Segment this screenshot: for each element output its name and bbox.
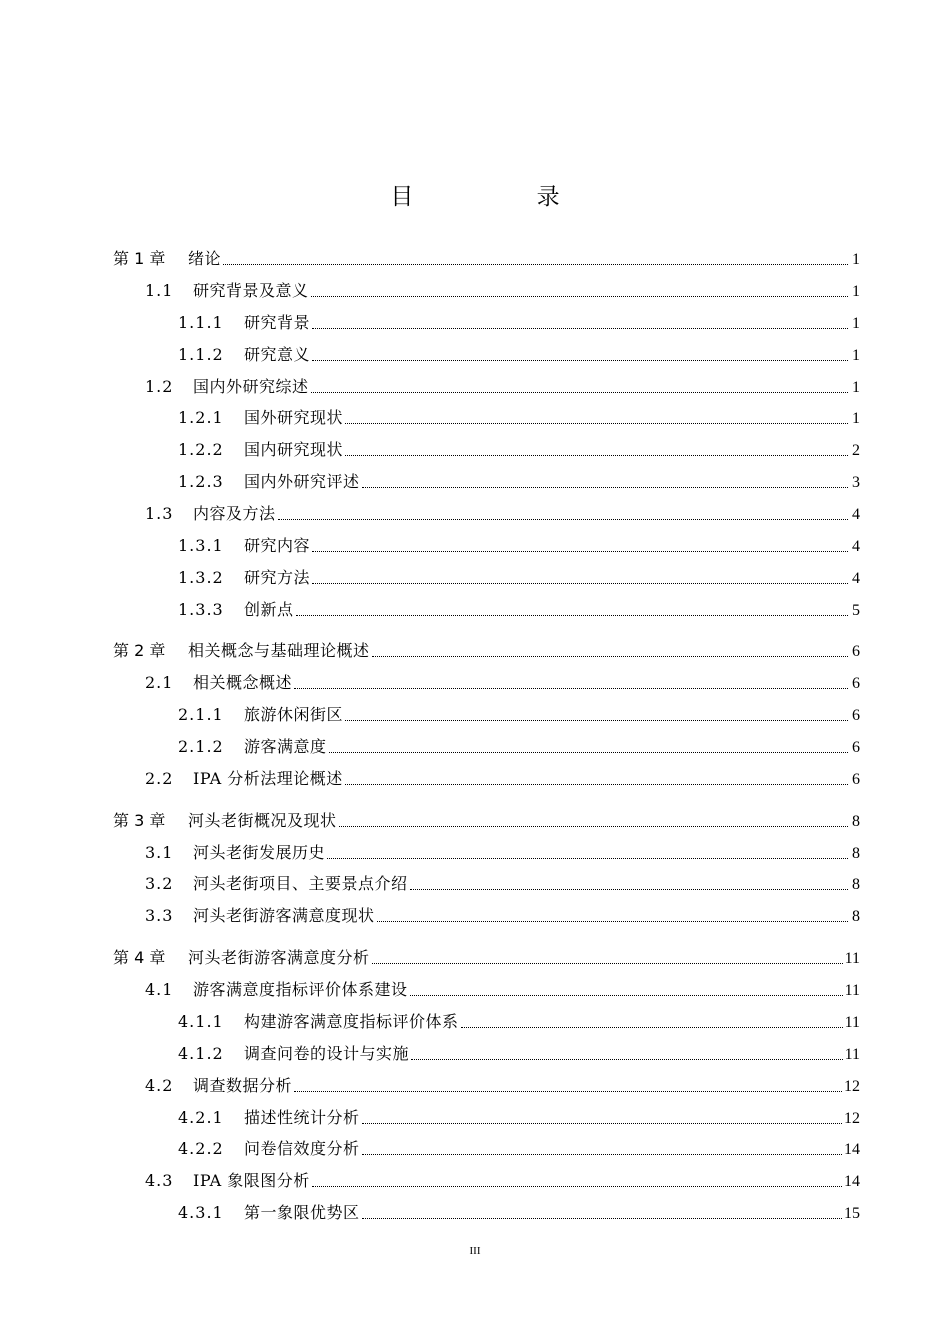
toc-entry-title: 研究意义 (244, 345, 311, 364)
toc-entry-page: 5 (852, 602, 860, 619)
dot-leader (294, 687, 848, 689)
toc-entry[interactable] (178, 1042, 860, 1066)
toc-entry[interactable] (145, 841, 860, 865)
toc-entry-title: 河头老街发展历史 (193, 843, 326, 862)
dot-leader (312, 327, 848, 329)
toc-entry[interactable] (178, 343, 860, 367)
toc-entry[interactable] (145, 279, 860, 303)
dot-leader (411, 1058, 843, 1060)
toc-entry-number: 第 1 章 (113, 249, 166, 268)
toc-entry-title: 国外研究现状 (244, 408, 344, 427)
toc-entry-title: 内容及方法 (193, 504, 276, 523)
toc-entry-number: 第 4 章 (113, 948, 166, 967)
toc-entry[interactable] (178, 1010, 860, 1034)
toc-entry-number: 1.2.3 (178, 472, 224, 491)
toc-entry[interactable] (145, 872, 860, 896)
toc-entry-number: 4.2.2 (178, 1139, 224, 1158)
toc-entry-number: 4.3 (145, 1171, 174, 1190)
dot-leader (362, 486, 848, 488)
toc-entry-title: 相关概念概述 (193, 673, 293, 692)
dot-leader (312, 582, 848, 584)
toc-entry[interactable] (113, 809, 860, 833)
toc-entry-title: 河头老街游客满意度分析 (188, 948, 370, 967)
toc-entry[interactable] (178, 438, 860, 462)
toc-entry-number: 1.3.1 (178, 536, 224, 555)
toc-entry[interactable] (145, 375, 860, 399)
toc-entry-number: 第 3 章 (113, 811, 166, 830)
toc-entry-number: 2.1.2 (178, 737, 224, 756)
dot-leader (345, 422, 848, 424)
toc-entry[interactable] (178, 1137, 860, 1161)
toc-entry-page: 11 (844, 982, 860, 999)
toc-entry-page: 6 (852, 739, 860, 756)
dot-leader (312, 1185, 842, 1187)
toc-entry-number: 4.1.1 (178, 1012, 224, 1031)
toc-entry-title: 研究背景 (244, 313, 311, 332)
toc-entry-number: 1.3.2 (178, 568, 224, 587)
toc-entry-page: 8 (852, 876, 860, 893)
toc-entry-title: 调查问卷的设计与实施 (244, 1044, 410, 1063)
dot-leader (410, 888, 848, 890)
toc-entry-page: 2 (852, 442, 860, 459)
toc-entry[interactable] (178, 598, 860, 622)
toc-entry-title: IPA 分析法理论概述 (193, 769, 343, 788)
toc-entry-page: 4 (852, 506, 860, 523)
dot-leader (311, 295, 848, 297)
toc-entry-number: 1.3 (145, 504, 174, 523)
toc-entry[interactable] (145, 502, 860, 526)
dot-leader (339, 825, 848, 827)
toc-entry-page: 4 (852, 538, 860, 555)
toc-entry-title: 研究方法 (244, 568, 311, 587)
toc-entry-number: 2.2 (145, 769, 174, 788)
toc-entry-page: 8 (852, 845, 860, 862)
toc-entry-number: 1.1.1 (178, 313, 224, 332)
toc-entry-page: 11 (844, 950, 860, 967)
toc-entry-number: 4.2 (145, 1076, 174, 1095)
toc-entry-title: 河头老街项目、主要景点介绍 (193, 874, 408, 893)
dot-leader (372, 655, 848, 657)
toc-entry-page: 1 (852, 347, 860, 364)
toc-entry-page: 1 (852, 315, 860, 332)
toc-entry[interactable] (178, 406, 860, 430)
toc-entry-title: 调查数据分析 (193, 1076, 293, 1095)
toc-entry-number: 1.1 (145, 281, 174, 300)
dot-leader (377, 920, 848, 922)
toc-entry-title: 国内外研究评述 (244, 472, 360, 491)
toc-entry-number: 4.2.1 (178, 1108, 224, 1127)
toc-entry-page: 14 (844, 1141, 860, 1158)
toc-entry-number: 4.1 (145, 980, 174, 999)
toc-entry-title: 研究内容 (244, 536, 311, 555)
toc-entry[interactable] (145, 767, 860, 791)
toc-entry[interactable] (178, 1201, 860, 1225)
toc-entry-title: 研究背景及意义 (193, 281, 309, 300)
toc-entry[interactable] (113, 946, 860, 970)
toc-entry-title: 问卷信效度分析 (244, 1139, 360, 1158)
toc-entry-page: 6 (852, 643, 860, 660)
toc-entry[interactable] (145, 904, 860, 928)
toc-entry-title: 河头老街游客满意度现状 (193, 906, 375, 925)
toc-entry-page: 15 (844, 1205, 860, 1222)
toc-entry[interactable] (178, 703, 860, 727)
toc-entry-title: 描述性统计分析 (244, 1108, 360, 1127)
toc-entry-page: 6 (852, 707, 860, 724)
toc-entry-title: 游客满意度指标评价体系建设 (193, 980, 408, 999)
dot-leader (410, 994, 843, 996)
toc-entry[interactable] (178, 470, 860, 494)
toc-entry-title: 构建游客满意度指标评价体系 (244, 1012, 459, 1031)
toc-entry-page: 12 (844, 1078, 860, 1095)
dot-leader (329, 751, 848, 753)
toc-entry-number: 1.3.3 (178, 600, 224, 619)
toc-entry[interactable] (178, 534, 860, 558)
toc-entry-title: 相关概念与基础理论概述 (188, 641, 370, 660)
toc-entry-page: 14 (844, 1173, 860, 1190)
toc-entry-page: 4 (852, 570, 860, 587)
dot-leader (296, 614, 848, 616)
toc-entry-number: 3.2 (145, 874, 174, 893)
toc-entry[interactable] (145, 1169, 860, 1193)
dot-leader (372, 962, 843, 964)
page-number-footer: III (469, 1245, 481, 1257)
toc-entry-title: 游客满意度 (244, 737, 327, 756)
dot-leader (345, 454, 848, 456)
toc-entry[interactable] (145, 978, 860, 1002)
toc-entry-page: 1 (852, 283, 860, 300)
toc-entry-page: 1 (852, 410, 860, 427)
toc-entry-number: 3.3 (145, 906, 174, 925)
dot-leader (362, 1217, 842, 1219)
toc-entry-number: 1.2.2 (178, 440, 224, 459)
toc-entry-title: 第一象限优势区 (244, 1203, 360, 1222)
toc-entry-page: 6 (852, 675, 860, 692)
toc-entry-title: 创新点 (244, 600, 294, 619)
toc-entry-page: 11 (844, 1046, 860, 1063)
toc-entry[interactable] (178, 566, 860, 590)
toc-entry-title: 绪论 (188, 249, 222, 268)
toc-entry-number: 2.1.1 (178, 705, 224, 724)
toc-entry[interactable] (145, 1074, 860, 1098)
dot-leader (345, 783, 848, 785)
toc-entry-number: 2.1 (145, 673, 174, 692)
toc-entry-title: 旅游休闲街区 (244, 705, 344, 724)
toc-entry-number: 第 2 章 (113, 641, 166, 660)
toc-entry[interactable] (113, 247, 860, 271)
toc-entry[interactable] (113, 639, 860, 663)
toc-entry-title: IPA 象限图分析 (193, 1171, 310, 1190)
dot-leader (294, 1090, 842, 1092)
dot-leader (362, 1153, 842, 1155)
toc-entry-page: 3 (852, 474, 860, 491)
dot-leader (461, 1026, 843, 1028)
toc-entry[interactable] (178, 735, 860, 759)
toc-entry-number: 4.3.1 (178, 1203, 224, 1222)
toc-entry-number: 1.1.2 (178, 345, 224, 364)
toc-entry[interactable] (145, 671, 860, 695)
toc-entry-number: 3.1 (145, 843, 174, 862)
toc-entry-page: 6 (852, 771, 860, 788)
toc-entry-page: 1 (852, 251, 860, 268)
dot-leader (311, 391, 848, 393)
toc-entry-title: 河头老街概况及现状 (188, 811, 337, 830)
dot-leader (278, 518, 848, 520)
dot-leader (223, 263, 848, 265)
dot-leader (362, 1122, 842, 1124)
toc-entry-page: 8 (852, 908, 860, 925)
toc-entry-page: 8 (852, 813, 860, 830)
toc-title: 目 录 (390, 184, 618, 210)
toc-entry-number: 4.1.2 (178, 1044, 224, 1063)
toc-entry-number: 1.2 (145, 377, 174, 396)
toc-entry-page: 11 (844, 1014, 860, 1031)
dot-leader (327, 857, 848, 859)
toc-entry-page: 12 (844, 1110, 860, 1127)
dot-leader (312, 550, 848, 552)
toc-entry-title: 国内外研究综述 (193, 377, 309, 396)
toc-entry-page: 1 (852, 379, 860, 396)
dot-leader (312, 359, 848, 361)
toc-entry[interactable] (178, 1106, 860, 1130)
toc-entry[interactable] (178, 311, 860, 335)
dot-leader (345, 719, 848, 721)
toc-entry-title: 国内研究现状 (244, 440, 344, 459)
toc-entry-number: 1.2.1 (178, 408, 224, 427)
